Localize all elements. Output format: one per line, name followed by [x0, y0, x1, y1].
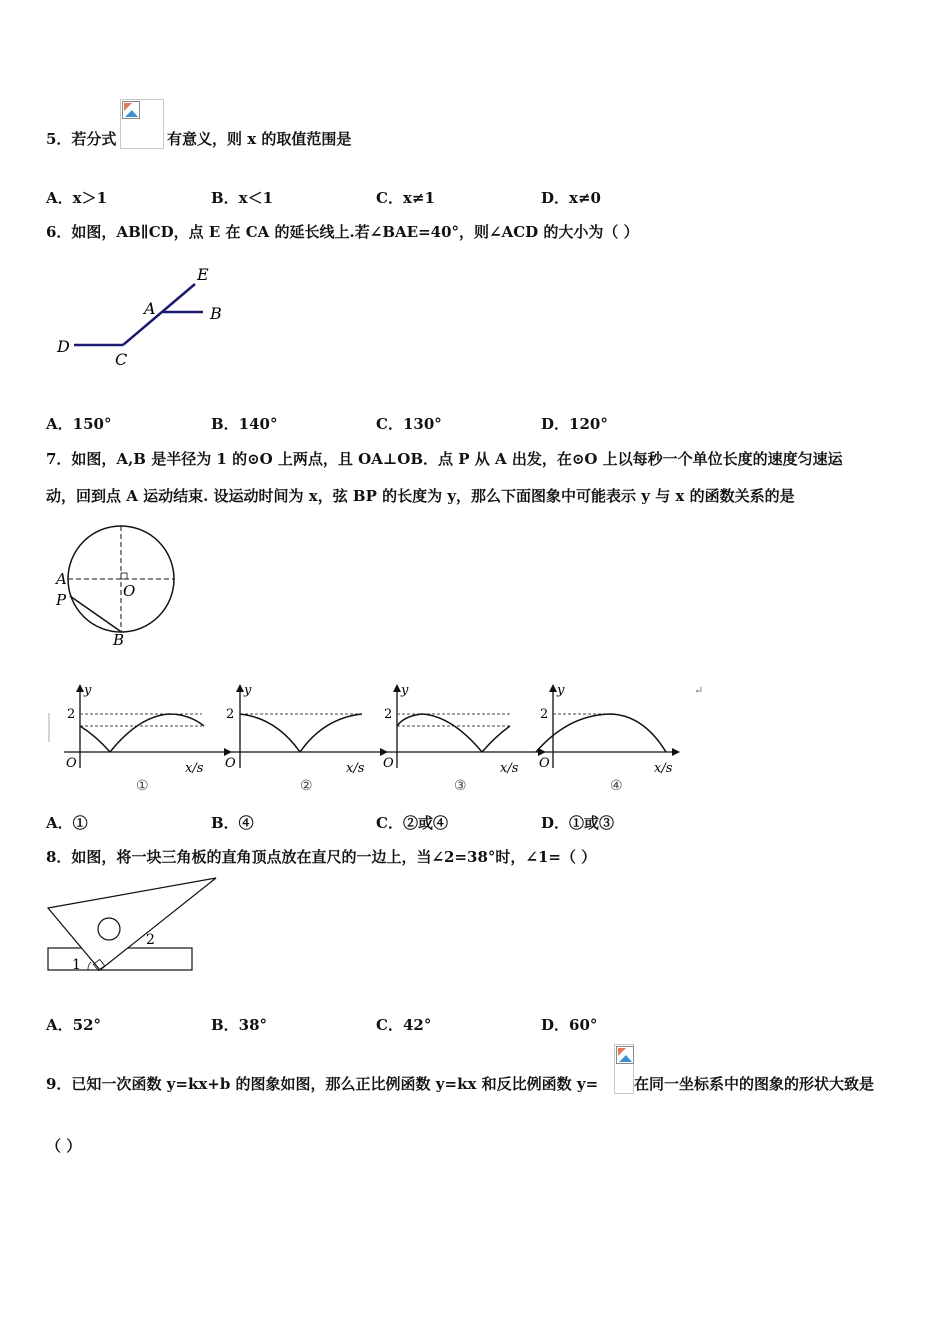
broken-image-icon — [122, 101, 140, 119]
q8-option-d: D．60° — [541, 1016, 598, 1034]
q7-graph-2-value: 2 — [226, 707, 235, 722]
q7-graph-3-origin: O — [383, 756, 394, 771]
q7-graph-2-x-label: x/s — [346, 761, 365, 776]
q7-graph-1-origin: O — [66, 756, 77, 771]
q8-option-c: C．42° — [376, 1016, 432, 1034]
q6-line-ce — [123, 284, 195, 345]
q6-option-c: C．130° — [376, 415, 442, 433]
q7-graph-2-y-label: y — [244, 683, 252, 698]
q7-graph-1-number: ① — [136, 778, 149, 794]
q7-label-p: P — [56, 591, 67, 609]
q9-fraction-image — [614, 1044, 634, 1094]
q7-option-d: D．①或③ — [541, 814, 615, 832]
q7-option-a: A．① — [46, 814, 88, 832]
q8-option-a: A．52° — [46, 1016, 102, 1034]
q9-text-before: 9．已知一次函数 y=kx+b 的图象如图，那么正比例函数 y=kx 和反比例函数 y= — [46, 1075, 599, 1093]
q7-graph-3-x-label: x/s — [500, 761, 519, 776]
q7-text-line2: 动，回到点 A 运动结束. 设运动时间为 x，弦 BP 的长度为 y，那么下面图象中可能表示 y 与 x 的函数关系的是 — [46, 487, 795, 505]
q7-label-b: B — [113, 631, 125, 649]
q7-graph-4-origin: O — [539, 756, 550, 771]
q7-graph-1-y-label: y — [84, 683, 92, 698]
q6-label-e: E — [197, 265, 209, 284]
q6-label-c: C — [115, 350, 128, 369]
q7-graph-1-value: 2 — [67, 707, 76, 722]
q7-label-o: O — [123, 582, 136, 600]
q7-right-angle-mark — [121, 573, 127, 579]
q7-graph-3-number: ③ — [454, 778, 467, 794]
q7-graph-4-value: 2 — [540, 707, 549, 722]
q7-graph-4-x-label: x/s — [654, 761, 673, 776]
q9-bracket: （ ） — [46, 1137, 82, 1155]
q5-option-a: A．x＞1 — [46, 189, 108, 207]
q7-label-a: A — [56, 570, 67, 588]
q9-text-after: 在同一坐标系中的图象的形状大致是 — [634, 1075, 875, 1093]
q6-text: 6．如图，AB∥CD，点 E 在 CA 的延长线上.若∠BAE=40°，则∠ACD 的大小为（ ） — [46, 223, 639, 241]
q5-text-before: 5．若分式 — [46, 130, 117, 148]
q7-graph-2-number: ② — [300, 778, 313, 794]
q6-figure — [40, 258, 240, 373]
q7-return-mark: ↵ — [694, 684, 704, 697]
q7-graph-options — [44, 680, 714, 800]
broken-image-icon — [616, 1046, 634, 1064]
q5-option-d: D．x≠0 — [541, 189, 601, 207]
q5-text-after: 有意义，则 x 的取值范围是 — [167, 130, 352, 148]
q8-label-2: 2 — [146, 932, 155, 948]
q5-option-b: B．x＜1 — [211, 189, 274, 207]
q6-option-d: D．120° — [541, 415, 608, 433]
q7-graph-2-origin: O — [225, 756, 236, 771]
q8-option-b: B．38° — [211, 1016, 268, 1034]
q7-text-line1: 7．如图，A,B 是半径为 1 的⊙O 上两点，且 OA⊥OB．点 P 从 A 出发，在⊙O 上以每秒一个单位长度的速度匀速运 — [46, 450, 843, 468]
q5-fraction-image — [120, 99, 164, 149]
q7-graph-1-x-label: x/s — [185, 761, 204, 776]
q6-option-b: B．140° — [211, 415, 278, 433]
q7-graph-4 — [536, 683, 680, 794]
q7-graph-2 — [224, 683, 388, 794]
q7-graph-4-y-label: y — [557, 683, 565, 698]
q7-graph-3 — [382, 683, 549, 794]
q6-label-d: D — [57, 337, 70, 356]
q8-figure — [44, 874, 224, 974]
q6-label-a: A — [144, 299, 156, 318]
q6-label-b: B — [210, 304, 222, 323]
q7-circle-figure — [50, 525, 190, 650]
q7-option-b: B．④ — [211, 814, 254, 832]
q7-graph-3-y-label: y — [401, 683, 409, 698]
q7-graph-1 — [64, 683, 235, 794]
q7-graph-4-number: ④ — [610, 778, 623, 794]
q7-graph-3-value: 2 — [384, 707, 393, 722]
q8-label-1: 1 — [72, 957, 81, 973]
q7-option-c: C．②或④ — [376, 814, 448, 832]
q8-text: 8．如图，将一块三角板的直角顶点放在直尺的一边上，当∠2=38°时，∠1=（ ） — [46, 848, 597, 866]
q5-option-c: C．x≠1 — [376, 189, 435, 207]
q6-option-a: A．150° — [46, 415, 112, 433]
